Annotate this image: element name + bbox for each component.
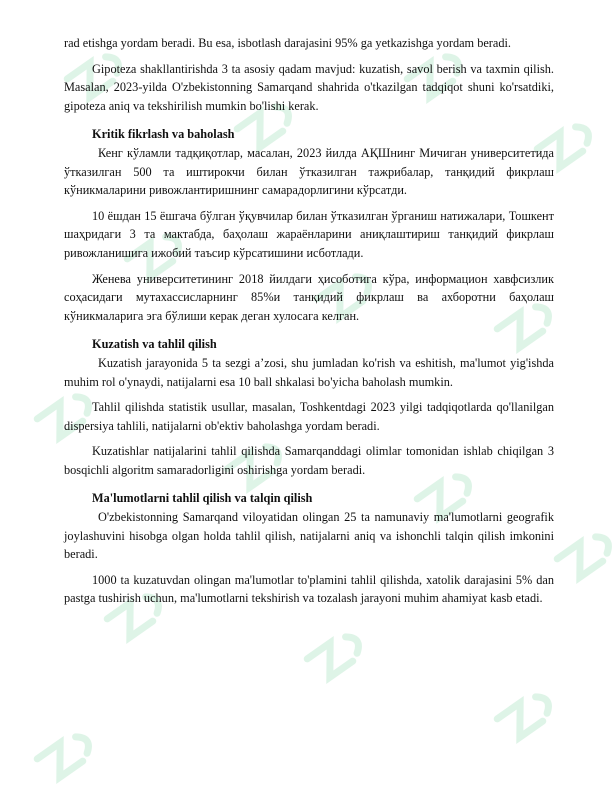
paragraph-intro-1: rad etishga yordam beradi. Bu esa, isbotlash darajasini 95% ga yetkazishga yordam beradi. [64, 36, 511, 50]
paragraph-critical-3: Женева университетининг 2018 йилдаги ҳисоботига кўра, информацион хавфсизлик соҳасидаги мутахассисларнинг 85%и танқидий фикрлаш ва ахборотни баҳолаш кўникмаларига эга бўлиши керак деган хулосага келган. [64, 271, 554, 323]
watermark-mark [497, 690, 555, 742]
section-heading-critical-thinking: Kritik fikrlash va baholash [92, 127, 235, 142]
watermark-mark [557, 530, 612, 582]
paragraph-observation-2: Tahlil qilishda statistik usullar, masalan, Toshkentdagi 2023 yilgi tadqiqotlarda qo'llanilgan dispersiya tahlili, natijalarni ob'ektiv baholashga yordam beradi. [64, 400, 554, 433]
paragraph-data-2: 1000 ta kuzatuvdan olingan ma'lumotlar to'plamini tahlil qilishda, xatolik darajasini 5% dan pastga tushirish uchun, ma'lumotlarni tekshirish va tozalash jarayoni muhim ahamiyat kasb etadi. [64, 572, 554, 606]
watermark-mark [37, 730, 95, 782]
paragraph-critical-1: Кенг кўламли тадқиқотлар, масалан, 2023 йилда АҚШнинг Мичиган университетида ўтказилган 500 та иштирокчи билан ўтказилган тажрибалар, танқидий фикрлаш кўникмаларини ривожлантиришнинг самарадорлигини кўрсатди. [64, 145, 554, 198]
section-heading-data-analysis: Ma'lumotlarni tahlil qilish va talqin qilish [92, 491, 313, 506]
paragraph-observation-1: Kuzatish jarayonida 5 ta sezgi a’zosi, shu jumladan ko'rish va eshitish, ma'lumot yig'ishda muhim rol o'ynaydi, natijalarni esa 10 ball shkalasi bo'yicha baholash mumkin. [64, 355, 554, 389]
paragraph-observation-3: Kuzatishlar natijalarini tahlil qilishda Samarqanddagi olimlar tomonidan ishlab chiqilgan 3 bosqichli algoritm samaradorligini oshirishga yordam beradi. [64, 444, 554, 477]
section-heading-observation: Kuzatish va tahlil qilish [92, 337, 217, 352]
paragraph-critical-2: 10 ёшдан 15 ёшгача бўлган ўқувчилар билан ўтказилган ўрганиш натижалари, Тошкент шаҳридаги 3 та мактабда, баҳолаш жараёнларини аниқлаштириш танқидий фикрлаш ривожланишига ижобий таъсир кўрсатишини исботлади. [64, 208, 554, 260]
document-body [64, 34, 554, 615]
watermark-mark [307, 630, 365, 682]
paragraph-intro-2: Gipoteza shakllantirishda 3 ta asosiy qadam mavjud: kuzatish, savol berish va taxmin qilish. Masalan, 2023-yilda O'zbekistonning Samarqand shahrida o'tkazilgan tadqiqot shuni ko'rsatdiki, gipoteza aniq va tekshirilish mumkin bo'lishi kerak. [64, 61, 554, 113]
paragraph-data-1: O'zbekistonning Samarqand viloyatidan olingan 25 ta namunaviy ma'lumotlarni geografik joylashuvini hisobga olgan holda tahlil qilish, natijalarni aniq va ishonchli talqin qilish imkonini beradi. [64, 510, 554, 562]
